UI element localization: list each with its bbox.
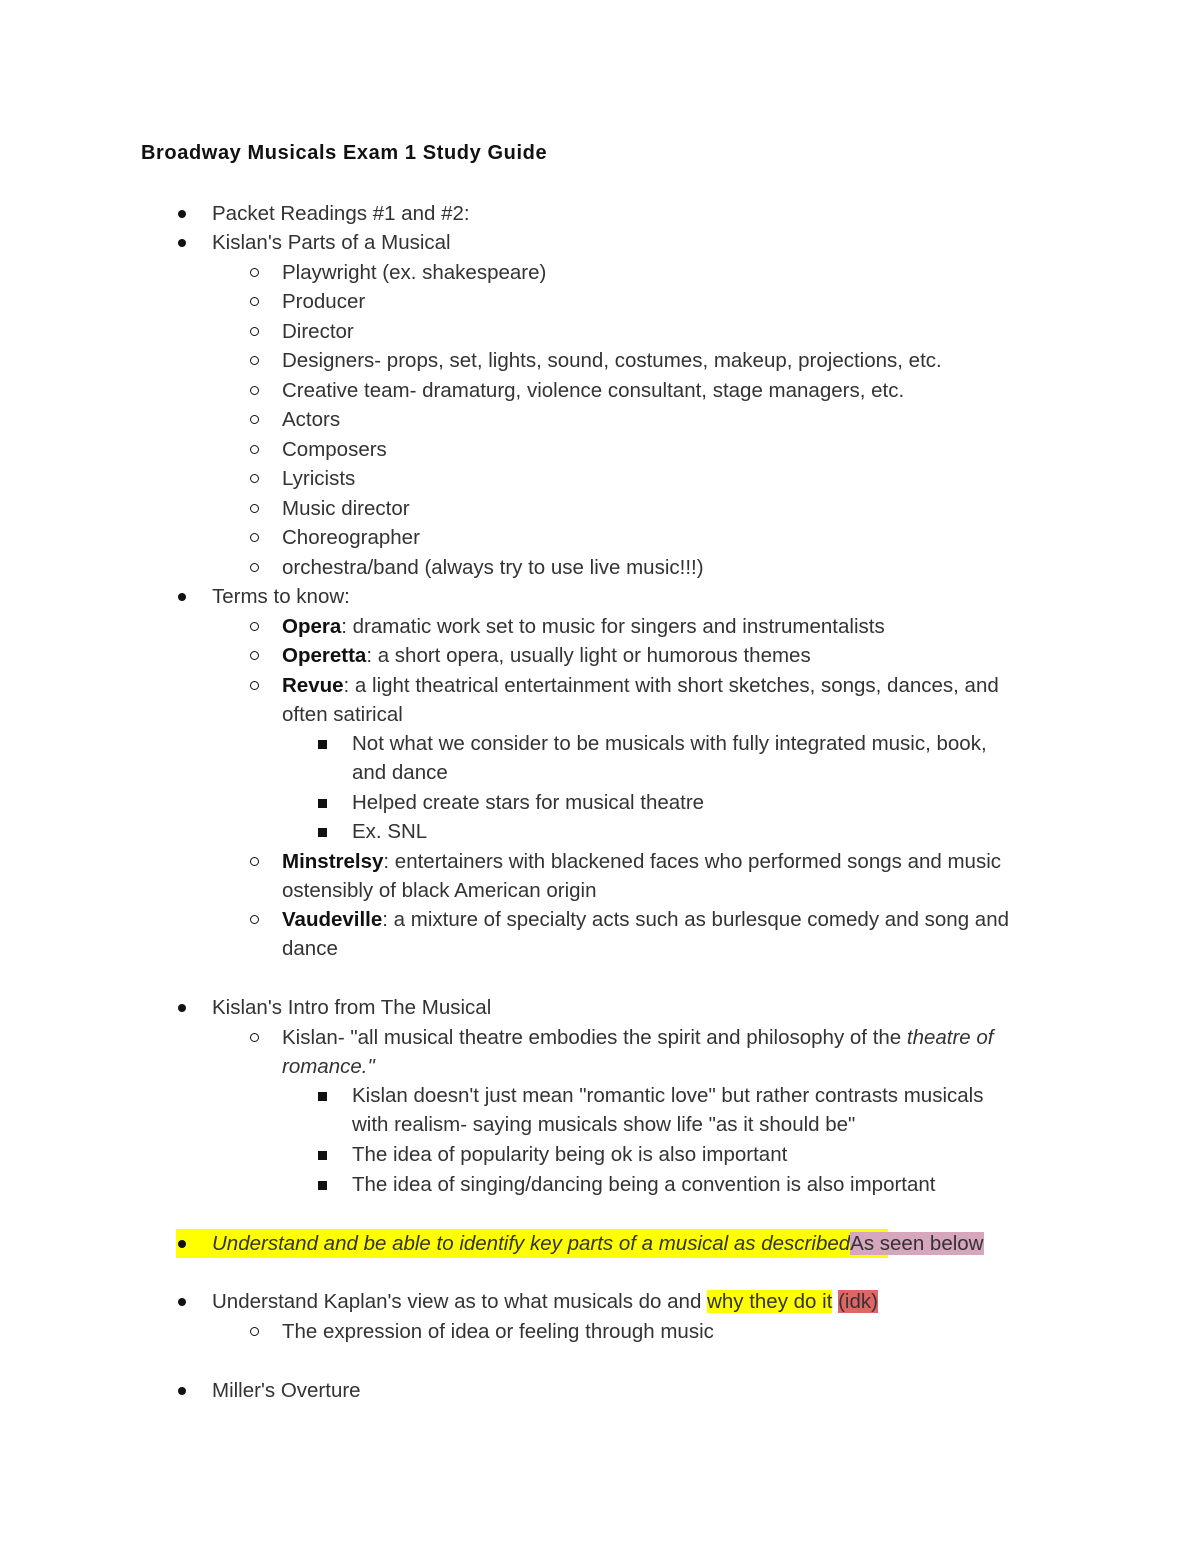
list-item-part: Playwright (ex. shakespeare) <box>282 258 546 288</box>
term-operetta <box>282 641 811 671</box>
bullet-disc-icon <box>178 239 186 247</box>
highlighted-text-red: (idk) <box>838 1290 878 1313</box>
bullet-disc-icon <box>178 1240 186 1248</box>
bullet-circle-icon <box>250 327 259 336</box>
list-item-part: Choreographer <box>282 523 420 553</box>
bullet-square-icon <box>318 740 327 749</box>
bullet-circle-icon <box>250 651 259 660</box>
term-definition: : a short opera, usually light or humorous themes <box>366 644 811 667</box>
bullet-square-icon <box>318 828 327 837</box>
highlighted-text-yellow: why they do it <box>707 1290 833 1313</box>
term-revue-continued: often satirical <box>282 703 403 726</box>
bullet-disc-icon <box>178 1298 186 1306</box>
list-item-part: Lyricists <box>282 464 355 494</box>
list-item-part: Creative team- dramaturg, violence consultant, stage managers, etc. <box>282 376 904 406</box>
list-item-part: Designers- props, set, lights, sound, costumes, makeup, projections, etc. <box>282 346 942 376</box>
highlighted-text-yellow: Understand and be able to identify key parts of a musical as described <box>212 1232 851 1255</box>
document-title: Broadway Musicals Exam 1 Study Guide <box>141 142 548 164</box>
term-label: Vaudeville <box>282 908 383 931</box>
list-item-intro-note: Kislan doesn't just mean "romantic love" but rather contrasts musicals <box>352 1081 983 1111</box>
term-definition: : a light theatrical entertainment with short sketches, songs, dances, and <box>343 674 999 697</box>
list-item-intro-quote-continued: romance." <box>282 1055 375 1078</box>
list-item-parts-heading: Kislan's Parts of a Musical <box>212 228 451 258</box>
list-item-part: Actors <box>282 405 340 435</box>
term-vaudeville-continued: dance <box>282 937 338 960</box>
bullet-disc-icon <box>178 593 186 601</box>
list-item-intro-heading: Kislan's Intro from The Musical <box>212 993 491 1023</box>
list-item-understand-parts <box>212 1229 984 1259</box>
list-item-kaplan: Understand Kaplan's view as to what musicals do and why they do it (idk) <box>212 1287 878 1317</box>
bullet-square-icon <box>318 1092 327 1101</box>
bullet-square-icon <box>318 799 327 808</box>
bullet-circle-icon <box>250 386 259 395</box>
list-item-revue-note: Not what we consider to be musicals with fully integrated music, book, <box>352 729 987 759</box>
list-item-intro-note: The idea of singing/dancing being a convention is also important <box>352 1170 936 1200</box>
list-item-part: Composers <box>282 435 387 465</box>
term-definition: : dramatic work set to music for singers and instrumentalists <box>341 615 885 638</box>
bullet-circle-icon <box>250 268 259 277</box>
bullet-circle-icon <box>250 415 259 424</box>
bullet-circle-icon <box>250 681 259 690</box>
bullet-circle-icon <box>250 445 259 454</box>
list-item-revue-note: Ex. SNL <box>352 817 427 847</box>
bullet-disc-icon <box>178 210 186 218</box>
list-item-part: Music director <box>282 494 410 524</box>
bullet-disc-icon <box>178 1387 186 1395</box>
list-item-part: Director <box>282 317 354 347</box>
bullet-circle-icon <box>250 474 259 483</box>
bullet-circle-icon <box>250 504 259 513</box>
highlighted-text-pink: As seen below <box>850 1232 984 1255</box>
list-item-revue-note: Helped create stars for musical theatre <box>352 788 704 818</box>
list-item-revue-note-continued: and dance <box>352 761 448 784</box>
bullet-circle-icon <box>250 857 259 866</box>
bullet-circle-icon <box>250 563 259 572</box>
list-item-intro-quote: Kislan- "all musical theatre embodies the spirit and philosophy of the theatre of <box>282 1023 994 1053</box>
list-item-terms-heading: Terms to know: <box>212 582 350 612</box>
list-item-part: orchestra/band (always try to use live music!!!) <box>282 553 704 583</box>
bullet-disc-icon <box>178 1004 186 1012</box>
term-label: Revue <box>282 674 344 697</box>
term-label: Minstrelsy <box>282 850 384 873</box>
term-minstrelsy-continued: ostensibly of black American origin <box>282 879 597 902</box>
list-item-intro-note-continued: with realism- saying musicals show life "as it should be" <box>352 1113 856 1136</box>
bullet-square-icon <box>318 1151 327 1160</box>
list-item-kaplan-note: The expression of idea or feeling through music <box>282 1317 714 1347</box>
list-item-packet-readings: Packet Readings #1 and #2: <box>212 199 470 229</box>
bullet-circle-icon <box>250 915 259 924</box>
term-definition: : entertainers with blackened faces who performed songs and music <box>383 850 1002 873</box>
list-item-miller: Miller's Overture <box>212 1376 361 1406</box>
list-item-part: Producer <box>282 287 365 317</box>
term-definition: : a mixture of specialty acts such as burlesque comedy and song and <box>382 908 1010 931</box>
bullet-circle-icon <box>250 297 259 306</box>
term-opera <box>282 612 885 642</box>
bullet-circle-icon <box>250 622 259 631</box>
bullet-circle-icon <box>250 356 259 365</box>
term-minstrelsy <box>282 847 1001 877</box>
term-label: Operetta <box>282 644 367 667</box>
list-item-intro-note: The idea of popularity being ok is also important <box>352 1140 787 1170</box>
bullet-circle-icon <box>250 1327 259 1336</box>
term-label: Opera <box>282 615 342 638</box>
term-vaudeville <box>282 905 1009 935</box>
bullet-circle-icon <box>250 533 259 542</box>
bullet-square-icon <box>318 1181 327 1190</box>
bullet-circle-icon <box>250 1033 259 1042</box>
term-revue <box>282 671 999 701</box>
